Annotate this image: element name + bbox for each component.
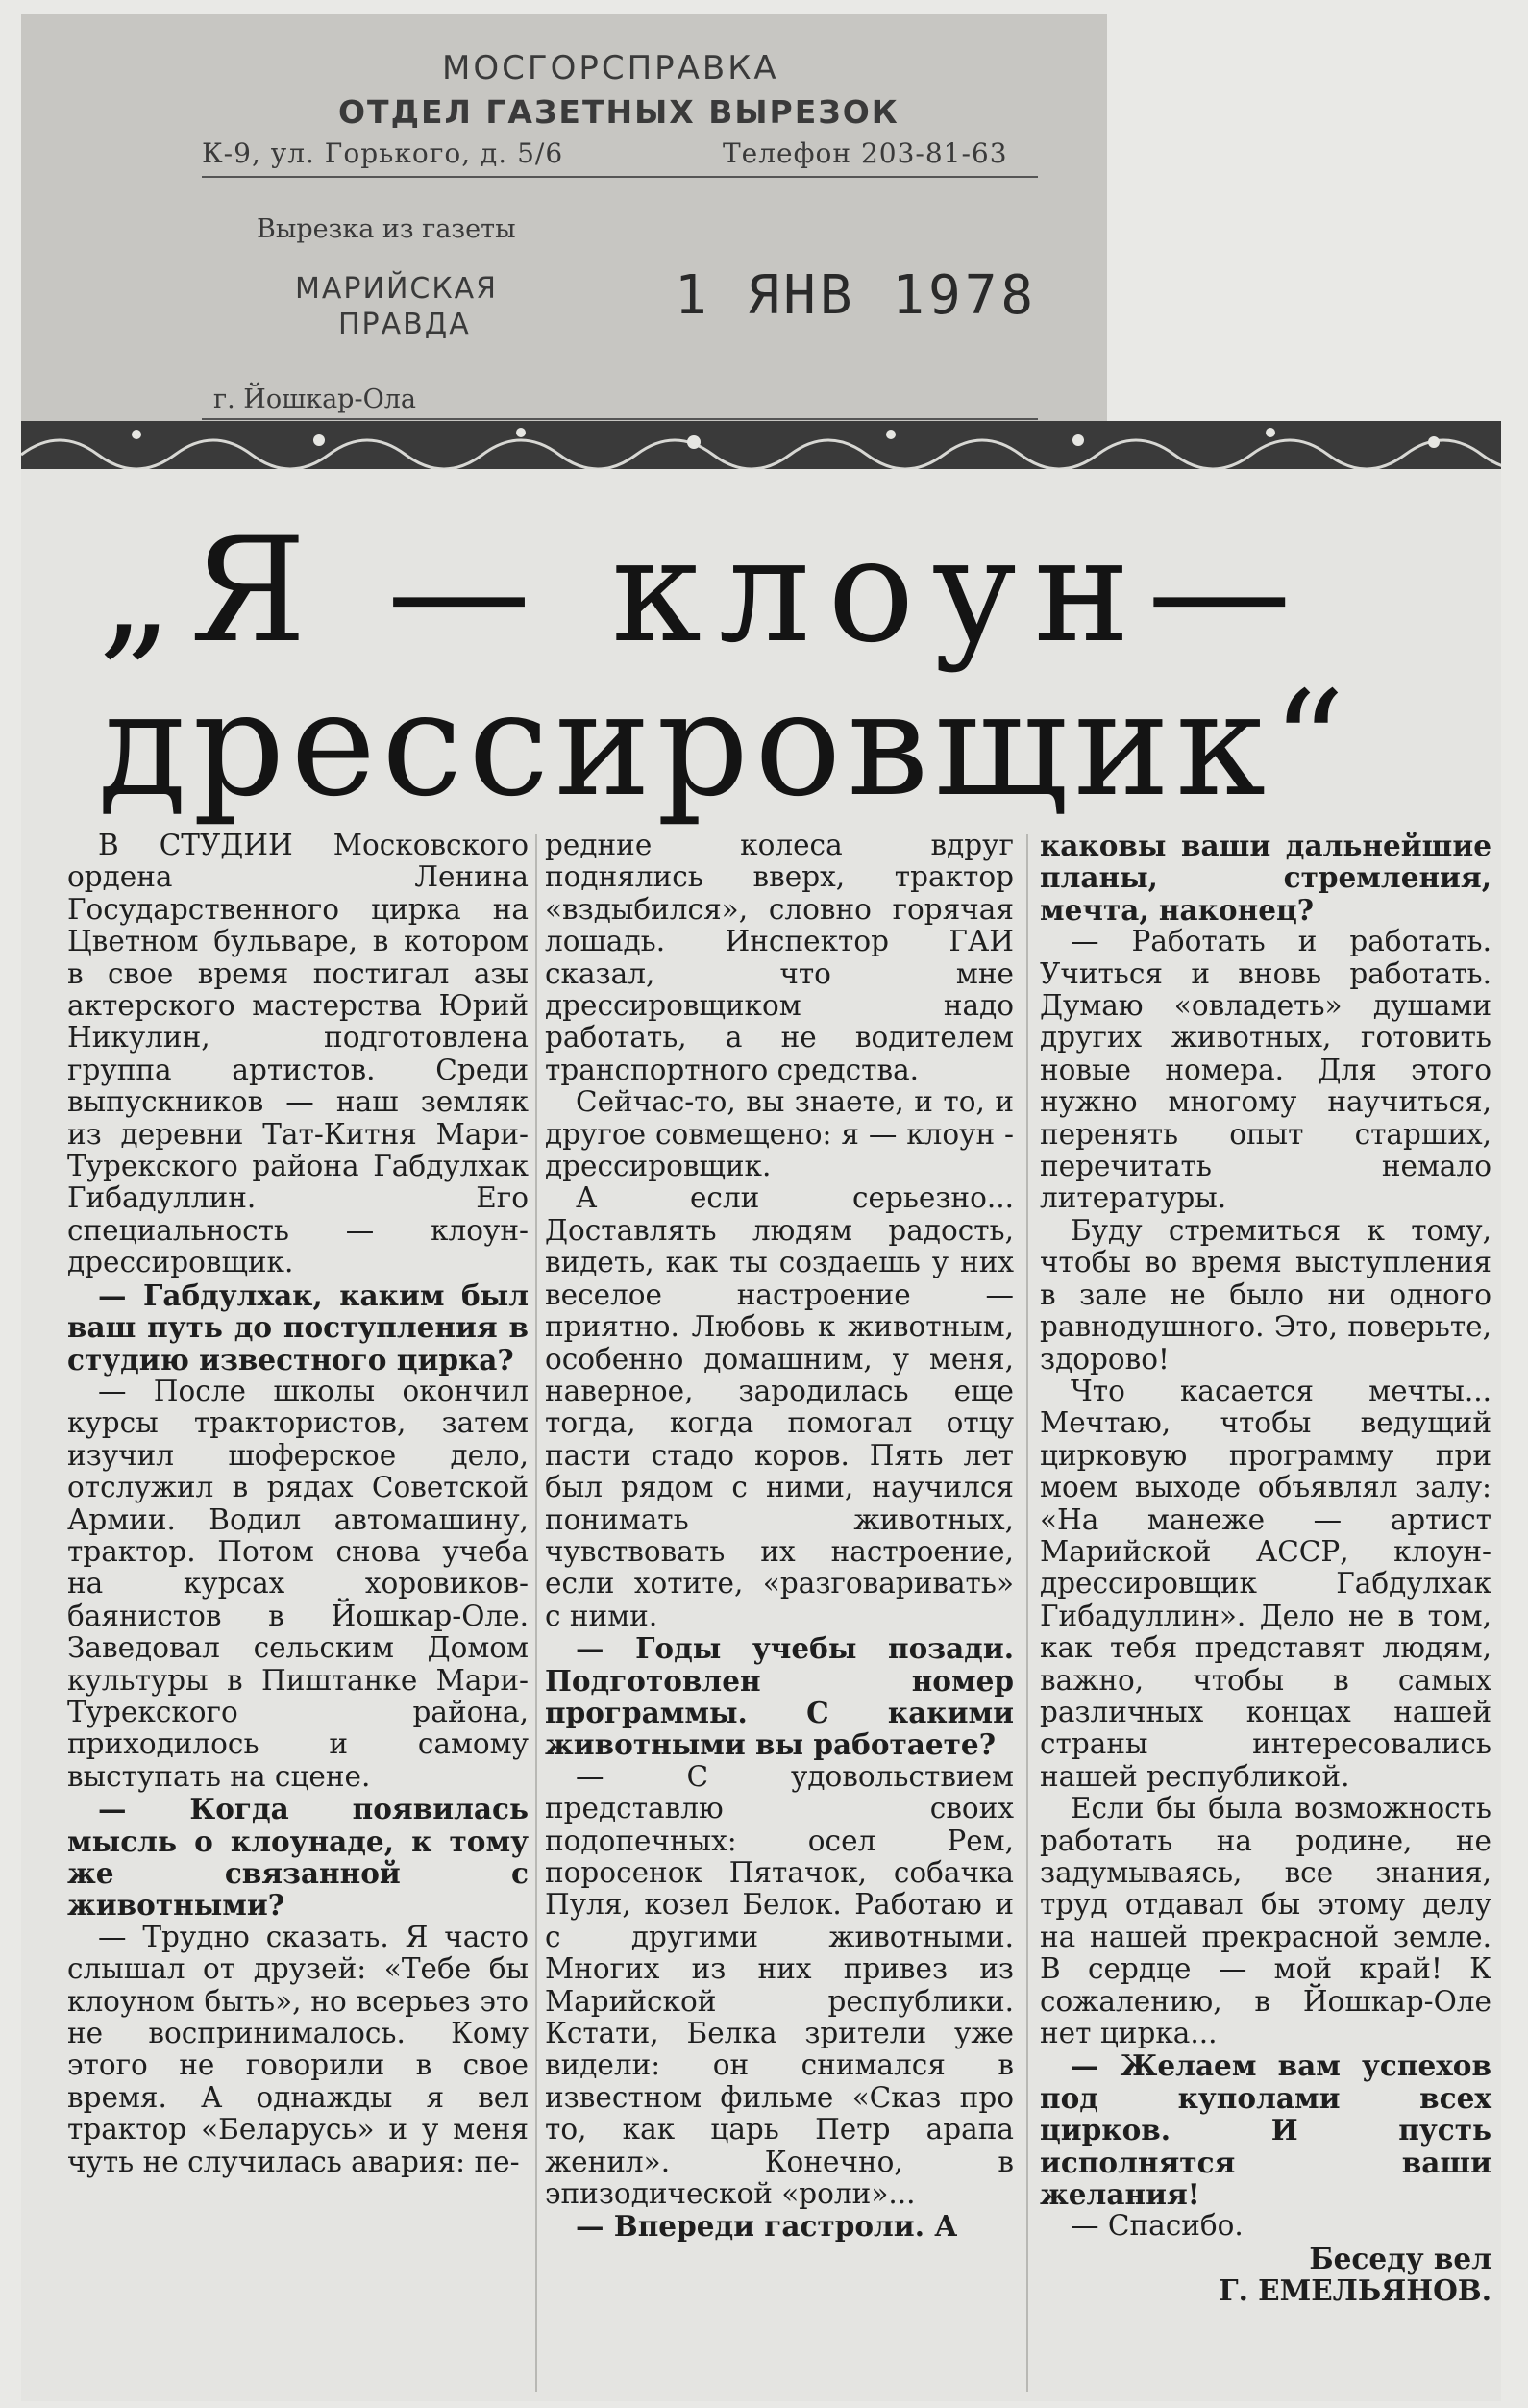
interview-question: — Впереди гастроли. А: [576, 2209, 958, 2244]
headline-line-2: дрессировщик“: [98, 661, 1351, 829]
article-paragraph: Буду стремиться к тому, чтобы во время выступления в зале не было ни одного равнодушного. Это, поверьте, здорово!: [1040, 1213, 1491, 1376]
divider: [202, 176, 1038, 178]
date-stamp: 1 ЯНВ 1978: [675, 264, 1038, 327]
byline: Беседу вел: [1309, 2241, 1491, 2275]
article-paragraph: — С удовольствием представлю своих подопечных: осел Рем, поросенок Пятачок, собачка Пуля, козел Белок. Работаю и с другими животными. Многих из них привез из Марийской республики. Кстати, Белка зрители уже видели: он снимался в известном фильме «Сказ про то, как царь Петр арапа женил». Конечно, в эпизодической «роли»...: [545, 1759, 1014, 2211]
interview-question: — Габдулхак, каким был ваш путь до поступления в студию известного цирка?: [67, 1278, 529, 1377]
interview-question: — Когда появилась мысль о клоунаде, к тому же связанной с животными?: [67, 1792, 529, 1923]
address: К-9, ул. Горького, д. 5/6: [202, 137, 564, 169]
article-paragraph: — Трудно сказать. Я часто слышал от друзей: «Тебе бы клоуном быть», но всерьез это не воспринималось. Кому этого не говорили в свое время. А однажды я вел трактор «Беларусь» и у меня чуть не случилась авария: пе-: [67, 1920, 529, 2178]
article-paragraph: редние колеса вдруг поднялись вверх, трактор «вздыбился», словно горячая лошадь. Инспектор ГАИ сказал, что мне дрессировщиком надо работать, а не водителем транспортного средства.: [545, 829, 1014, 1086]
article-paragraph: А если серьезно... Доставлять людям радость, видеть, как ты создаешь у них веселое настроение — приятно. Любовь к животным, особенно домашним, у меня, наверное, зародилась еще тогда, когда помогал отцу пасти стадо коров. Пять лет был рядом с ними, научился понимать животных, чувствовать их настроение, если хотите, «разговаривать» с ними.: [545, 1181, 1014, 1632]
article-paragraph: Сейчас-то, вы знаете, и то, и другое совмещено: я — клоун - дрессировщик.: [545, 1085, 1014, 1183]
byline: Г. ЕМЕЛЬЯНОВ.: [1219, 2273, 1491, 2308]
divider: [202, 418, 1038, 420]
interview-question: каковы ваши дальнейшие планы, стремления, мечта, наконец?: [1040, 829, 1491, 927]
interview-question: — Желаем вам успехов под куполами всех цирков. И пусть исполнятся ваши желания!: [1040, 2048, 1491, 2212]
article-paragraph: Что касается мечты... Мечтаю, чтобы ведущий цирковую программу при моем выходе объявлял залу: «На манеже — артист Марийской АССР, клоун-дрессировщик Габдулхак Гибадуллин». Дело не в том, как тебя представят людям, важно, чтобы в самых различных концах нашей страны интересовались нашей республикой.: [1040, 1374, 1491, 1793]
clip-label: Вырезка из газеты: [257, 214, 516, 244]
article-paragraph: В СТУДИИ Московского ордена Ленина Государственного цирка на Цветном бульваре, в котором в свое время постигал азы актерского мастерства Юрий Никулин, подготовлена группа артистов. Среди выпускников — наш земляк из деревни Тат-Китня Мари-Турекского района Габдулхак Гибадуллин. Его специальность — клоун-дрессировщик.: [67, 829, 529, 1279]
organization-name: МОСГОРСПРАВКА: [442, 49, 779, 87]
phone: Телефон 203-81-63: [723, 137, 1008, 169]
article: [21, 421, 1501, 2401]
newspaper-name-line2: ПРАВДА: [338, 308, 471, 341]
article-column-1: [67, 830, 529, 2178]
interview-question: — Годы учебы позади. Подготовлен номер программы. С какими животными вы работаете?: [545, 1631, 1014, 1762]
headline-line-1: „Я — клоун—: [98, 508, 1309, 675]
column-divider: [535, 834, 537, 2392]
article-paragraph: Если бы была возможность работать на родине, не задумываясь, все знания, труд отдавал бы этому делу на нашей прекрасной земле. В сердце — мой край! К сожалению, в Йошкар-Оле нет цирка...: [1040, 1792, 1491, 2050]
decorative-border: [21, 421, 1501, 469]
article-paragraph: — Спасибо.: [1071, 2209, 1244, 2243]
article-paragraph: — Работать и работать. Учиться и вновь работать. Думаю «овладеть» душами других животных, готовить новые номера. Для этого нужно многому научиться, перенять опыт старших, перечитать немало литературы.: [1040, 925, 1491, 1215]
article-paragraph: — После школы окончил курсы трактористов, затем изучил шоферское дело, отслужил в рядах Советской Армии. Водил автомашину, трактор. Потом снова учеба на курсах хоровиков-баянистов в Йошкар-Оле. Заведовал сельским Домом культуры в Пиштанке Мари-Турекского района, приходилось и самому выступать на сцене.: [67, 1374, 529, 1793]
city: г. Йошкар-Ола: [213, 385, 416, 414]
column-divider: [1026, 834, 1028, 2392]
newspaper-name: МАРИЙСКАЯ: [295, 272, 498, 306]
department-name: ОТДЕЛ ГАЗЕТНЫХ ВЫРЕЗОК: [338, 93, 900, 131]
clipping-stamp: [21, 14, 1107, 428]
article-column-3: [1040, 830, 1491, 2307]
article-column-2: [545, 830, 1014, 2243]
